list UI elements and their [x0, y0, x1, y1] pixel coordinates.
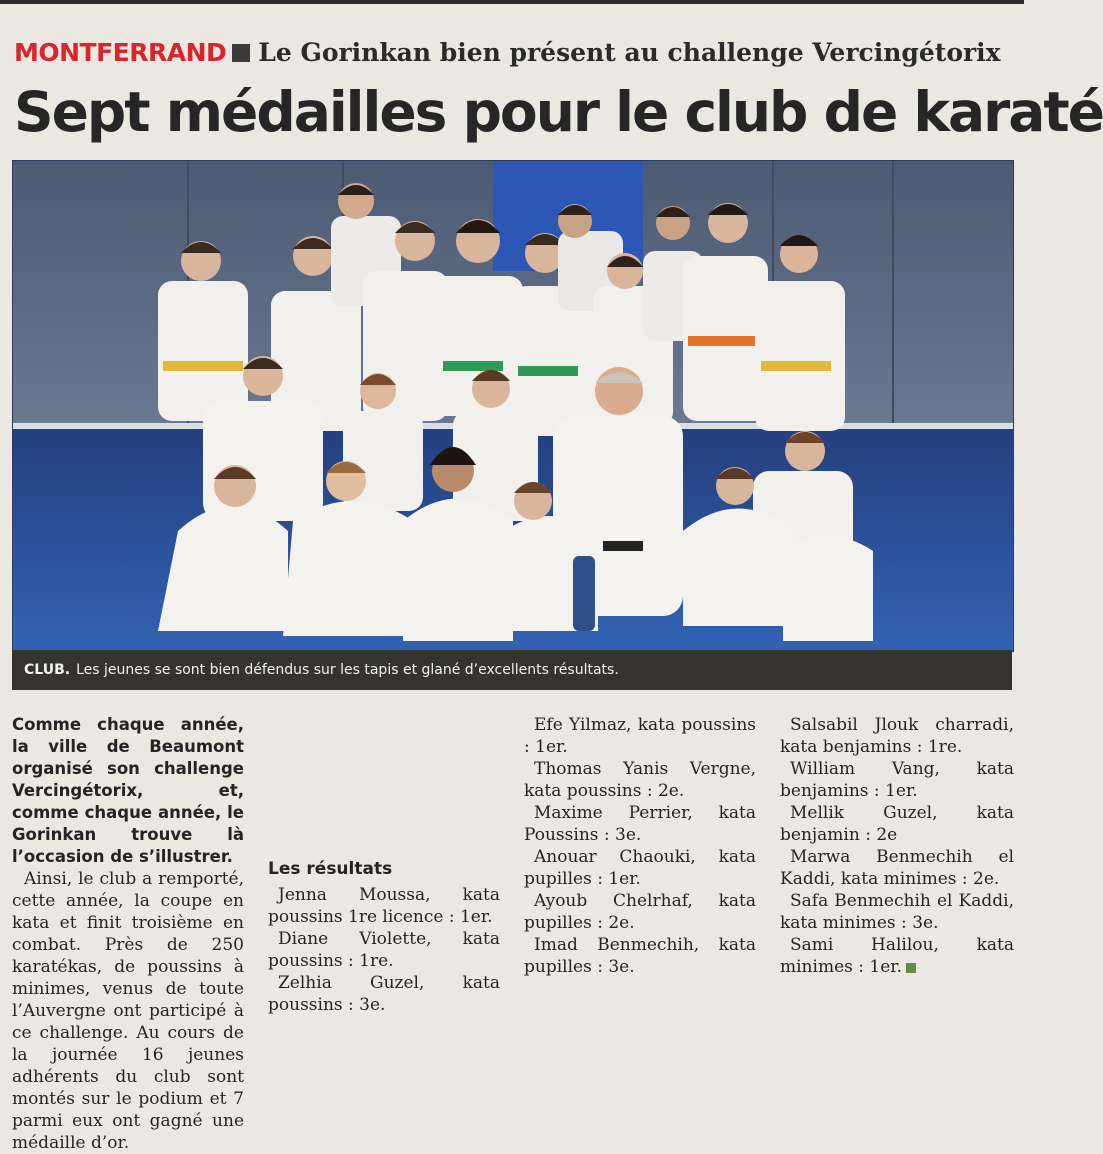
article-headline: Sept médailles pour le club de karaté: [14, 80, 1103, 144]
caption-label: CLUB.: [24, 662, 71, 678]
article-lead: Comme chaque année, la ville de Beaumont organisé son challenge Vercingétorix, et, comme chaque année, le Gorinkan trouve là l’occasion de s’illustrer.: [12, 715, 244, 866]
result-item: Sami Halilou, kata minimes : 1er.: [780, 935, 1014, 977]
result-item: Maxime Perrier, kata Poussins : 3e.: [524, 803, 756, 845]
caption-text: Les jeunes se sont bien défendus sur les tapis et glané d’excellents résultats.: [76, 662, 619, 678]
result-item: Jenna Moussa, kata poussins 1re licence : 1er.: [268, 885, 500, 927]
results-title: Les résultats: [268, 859, 393, 879]
result-item: Efe Yilmaz, kata poussins : 1er.: [524, 715, 756, 757]
result-item: Imad Benmechih, kata pupilles : 3e.: [524, 935, 756, 977]
text-column-1: [12, 714, 244, 1153]
result-item: William Vang, kata benjamins : 1er.: [780, 759, 1014, 801]
result-item: Anouar Chaouki, kata pupilles : 1er.: [524, 847, 756, 889]
result-item: Thomas Yanis Vergne, kata poussins : 2e.: [524, 759, 756, 801]
text-column-2: [268, 714, 500, 1016]
article-kicker: [14, 38, 1001, 67]
group-photo: [12, 160, 1014, 652]
article-paragraph-1: Ainsi, le club a remporté, cette année, la coupe en kata et finit troisième en combat. Près de 250 karatékas, de poussins à minimes, venus de toute l’Auvergne ont participé à ce challenge. Au cours de la journée 16 jeunes adhérents du club sont montés sur le podium et 7 parmi eux ont gagné une médaille d’or.: [12, 869, 244, 1153]
article-paragraph-continued: [268, 714, 500, 846]
result-item: Salsabil Jlouk charradi, kata benjamins : 1re.: [780, 715, 1014, 757]
text-column-4: [780, 714, 1014, 978]
result-item: Zelhia Guzel, kata poussins : 3e.: [268, 973, 500, 1015]
result-item: Ayoub Chelrhaf, kata pupilles : 2e.: [524, 891, 756, 933]
section-label: MONTFERRAND: [14, 38, 227, 67]
text-column-3: [524, 714, 756, 978]
result-item: Diane Violette, kata poussins : 1re.: [268, 929, 500, 971]
top-rule: [0, 0, 1024, 4]
square-bullet-icon: [232, 44, 250, 62]
end-mark-icon: [906, 963, 916, 973]
photo-caption: [12, 650, 1012, 690]
result-item: Marwa Benmechih el Kaddi, kata minimes : 2e.: [780, 847, 1014, 889]
result-item: Mellik Guzel, kata benjamin : 2e: [780, 803, 1014, 845]
result-item: Safa Benmechih el Kaddi, kata minimes : 3e.: [780, 891, 1014, 933]
result-item-last: [780, 934, 1014, 978]
article-subtitle: Le Gorinkan bien présent au challenge Vercingétorix: [258, 38, 1001, 67]
